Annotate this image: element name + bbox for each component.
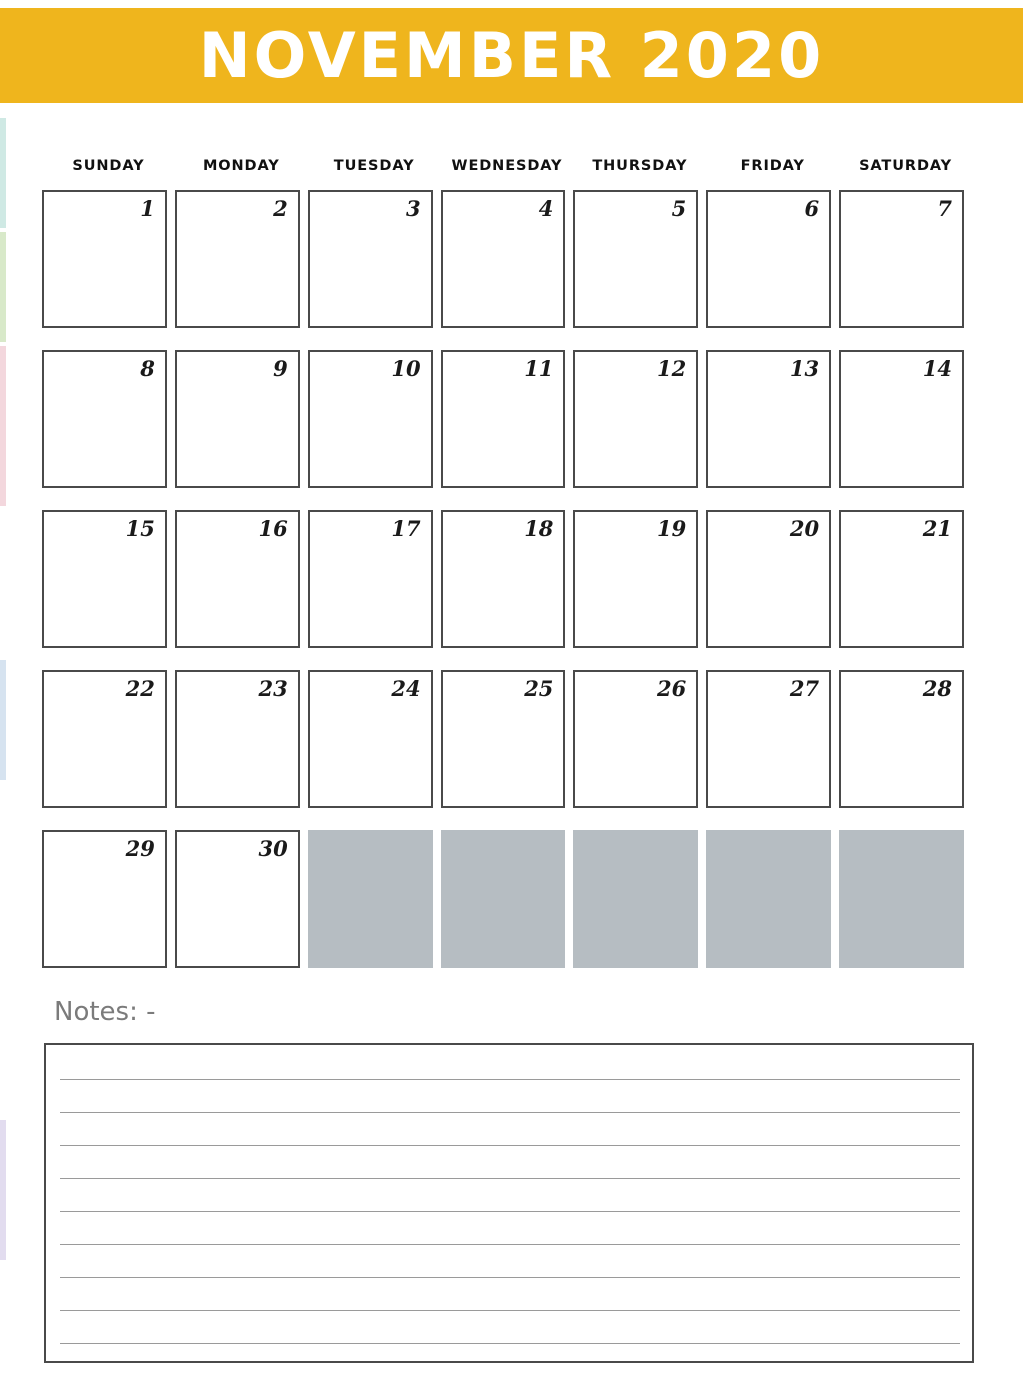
day-cell[interactable] [706, 670, 831, 808]
day-cell[interactable] [175, 670, 300, 808]
day-number: 21 [922, 516, 952, 541]
day-cell-empty [308, 830, 433, 968]
day-number: 8 [140, 356, 155, 381]
day-cell[interactable] [441, 350, 566, 488]
header-banner [0, 8, 1023, 103]
day-number: 24 [391, 676, 421, 701]
day-cell[interactable] [42, 510, 167, 648]
day-number: 2 [273, 196, 288, 221]
weekday-label-saturday: SATURDAY [859, 158, 953, 174]
notes-rule-line [60, 1277, 960, 1278]
day-cell[interactable] [175, 350, 300, 488]
day-number: 30 [258, 836, 288, 861]
day-number: 16 [258, 516, 288, 541]
page-title: NOVEMBER 2020 [198, 18, 825, 92]
day-number: 11 [524, 356, 554, 381]
day-cell[interactable] [573, 510, 698, 648]
day-cell[interactable] [308, 190, 433, 328]
day-number: 3 [405, 196, 421, 221]
weekday-label-monday: MONDAY [202, 158, 280, 174]
day-number: 9 [273, 356, 288, 381]
notes-lines [60, 1045, 960, 1361]
accent-strip-green [0, 232, 6, 342]
weekday-label-wednesday: WEDNESDAY [451, 158, 563, 174]
day-number: 18 [524, 516, 554, 541]
accent-strip-teal [0, 118, 6, 228]
day-cell[interactable] [573, 350, 698, 488]
day-cell[interactable] [42, 830, 167, 968]
weekday-header-row [42, 158, 972, 174]
day-cell[interactable] [706, 350, 831, 488]
day-number: 28 [922, 676, 952, 701]
day-cell-empty [706, 830, 831, 968]
notes-rule-line [60, 1112, 960, 1113]
day-number: 20 [789, 516, 820, 541]
day-cell[interactable] [706, 510, 831, 648]
day-cell[interactable] [441, 670, 566, 808]
notes-rule-line [60, 1145, 960, 1146]
day-number: 22 [125, 676, 155, 701]
day-number: 29 [125, 836, 155, 861]
day-number: 15 [125, 516, 155, 541]
day-number: 6 [804, 196, 820, 221]
day-number: 7 [937, 196, 952, 221]
weekday-label-tuesday: TUESDAY [333, 158, 415, 174]
day-cell[interactable] [308, 350, 433, 488]
day-number: 4 [538, 196, 554, 221]
notes-box[interactable] [44, 1043, 974, 1363]
day-cell[interactable] [839, 190, 964, 328]
notes-rule-line [60, 1178, 960, 1179]
weekday-label-thursday: THURSDAY [592, 158, 688, 174]
day-cell[interactable] [175, 830, 300, 968]
day-cell[interactable] [175, 510, 300, 648]
day-cell[interactable] [839, 350, 964, 488]
accent-strip-blue [0, 660, 6, 780]
day-cell[interactable] [308, 510, 433, 648]
accent-strip-lilac [0, 1120, 6, 1260]
day-number: 26 [657, 676, 687, 701]
accent-strip-pink [0, 346, 6, 506]
day-cell[interactable] [839, 670, 964, 808]
day-cell[interactable] [308, 670, 433, 808]
day-cell[interactable] [441, 510, 566, 648]
notes-rule-line [60, 1244, 960, 1245]
day-number: 5 [671, 196, 687, 221]
day-cell[interactable] [42, 350, 167, 488]
day-cell[interactable] [573, 670, 698, 808]
weekday-label-sunday: SUNDAY [72, 158, 145, 174]
weekday-label-friday: FRIDAY [740, 158, 805, 174]
day-number: 1 [140, 196, 155, 221]
day-cell[interactable] [573, 190, 698, 328]
notes-rule-line [60, 1211, 960, 1212]
day-number: 23 [258, 676, 288, 701]
day-cell-empty [839, 830, 964, 968]
day-number: 13 [789, 356, 820, 381]
day-cell[interactable] [175, 190, 300, 328]
notes-rule-line [60, 1079, 960, 1080]
notes-rule-line [60, 1310, 960, 1311]
day-number: 14 [922, 356, 952, 381]
day-number: 25 [524, 676, 554, 701]
day-cell[interactable] [42, 190, 167, 328]
notes-rule-line [60, 1343, 960, 1344]
day-number: 12 [657, 356, 687, 381]
day-number: 10 [391, 356, 421, 381]
day-number: 19 [657, 516, 687, 541]
day-cell[interactable] [42, 670, 167, 808]
calendar-grid [42, 190, 972, 990]
day-number: 17 [391, 516, 421, 541]
day-cell[interactable] [706, 190, 831, 328]
day-cell[interactable] [839, 510, 964, 648]
notes-label: Notes: - [54, 997, 156, 1027]
day-number: 27 [789, 676, 820, 701]
day-cell-empty [573, 830, 698, 968]
day-cell-empty [441, 830, 566, 968]
day-cell[interactable] [441, 190, 566, 328]
